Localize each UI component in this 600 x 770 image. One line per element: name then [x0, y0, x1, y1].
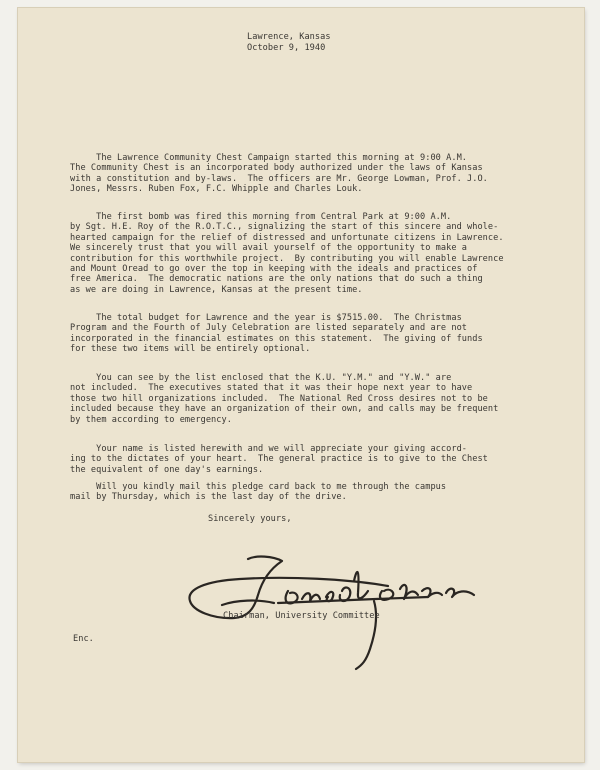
text-line: those two hill organizations included. The National Red Cross desires not to be	[70, 393, 488, 404]
text-line: for these two items will be entirely optional.	[70, 344, 311, 355]
paragraph-1	[70, 153, 540, 195]
paragraph-4	[70, 373, 540, 425]
letter-place: Lawrence, Kansas	[247, 32, 331, 42]
text-line: The total budget for Lawrence and the year is $7515.00. The Christmas	[70, 313, 462, 323]
signer-title: Chairman, University Committee	[223, 611, 380, 621]
enclosure-notation: Enc.	[73, 634, 94, 644]
text-line: by Sgt. H.E. Roy of the R.O.T.C., signalizing the start of this sincere and whole-	[70, 222, 499, 233]
paragraph-6	[70, 482, 540, 503]
text-line: Jones, Messrs. Ruben Fox, F.C. Whipple and Charles Louk.	[70, 184, 363, 195]
paragraph-2	[70, 212, 540, 295]
text-line: the equivalent of one day's earnings.	[70, 464, 264, 475]
text-line: free America. The democratic nations are the only nations that do such a thing	[70, 274, 483, 285]
text-line: and Mount Oread to go over the top in keeping with the ideals and practices of	[70, 264, 478, 275]
text-line: by them according to emergency.	[70, 414, 232, 425]
text-line: not included. The executives stated that it was their hope next year to have	[70, 383, 473, 394]
text-line: The first bomb was fired this morning from Central Park at 9:00 A.M.	[70, 212, 452, 222]
text-line: You can see by the list enclosed that the K.U. "Y.M." and "Y.W." are	[70, 373, 452, 383]
text-line: as we are doing in Lawrence, Kansas at the present time.	[70, 284, 363, 295]
text-line: contribution for this worthwhile project. By contributing you will enable Lawrence	[70, 253, 504, 264]
paragraph-5	[70, 444, 540, 475]
text-line: Will you kindly mail this pledge card back to me through the campus	[70, 482, 447, 492]
text-line: included because they have an organization of their own, and calls may be frequent	[70, 404, 499, 415]
text-line: ing to the dictates of your heart. The general practice is to give to the Chest	[70, 454, 488, 465]
text-line: Program and the Fourth of July Celebration are listed separately and are not	[70, 323, 468, 334]
paragraph-3	[70, 313, 540, 355]
text-line: hearted campaign for the relief of distressed and unfortunate citizens in Lawrence.	[70, 232, 504, 243]
valediction: Sincerely yours,	[208, 514, 292, 524]
text-line: with a constitution and by-laws. The officers are Mr. George Lowman, Prof. J.O.	[70, 173, 488, 184]
text-line: Your name is listed herewith and we will appreciate your giving accord-	[70, 444, 468, 454]
text-line: mail by Thursday, which is the last day of the drive.	[70, 492, 347, 503]
text-line: The Lawrence Community Chest Campaign started this morning at 9:00 A.M.	[70, 153, 468, 163]
letter-date: October 9, 1940	[247, 43, 326, 53]
text-line: incorporated in the financial estimates on this statement. The giving of funds	[70, 333, 483, 344]
text-line: We sincerely trust that you will avail yourself of the opportunity to make a	[70, 243, 468, 254]
text-line: The Community Chest is an incorporated body authorized under the laws of Kansas	[70, 163, 483, 174]
letter-page	[18, 8, 584, 762]
